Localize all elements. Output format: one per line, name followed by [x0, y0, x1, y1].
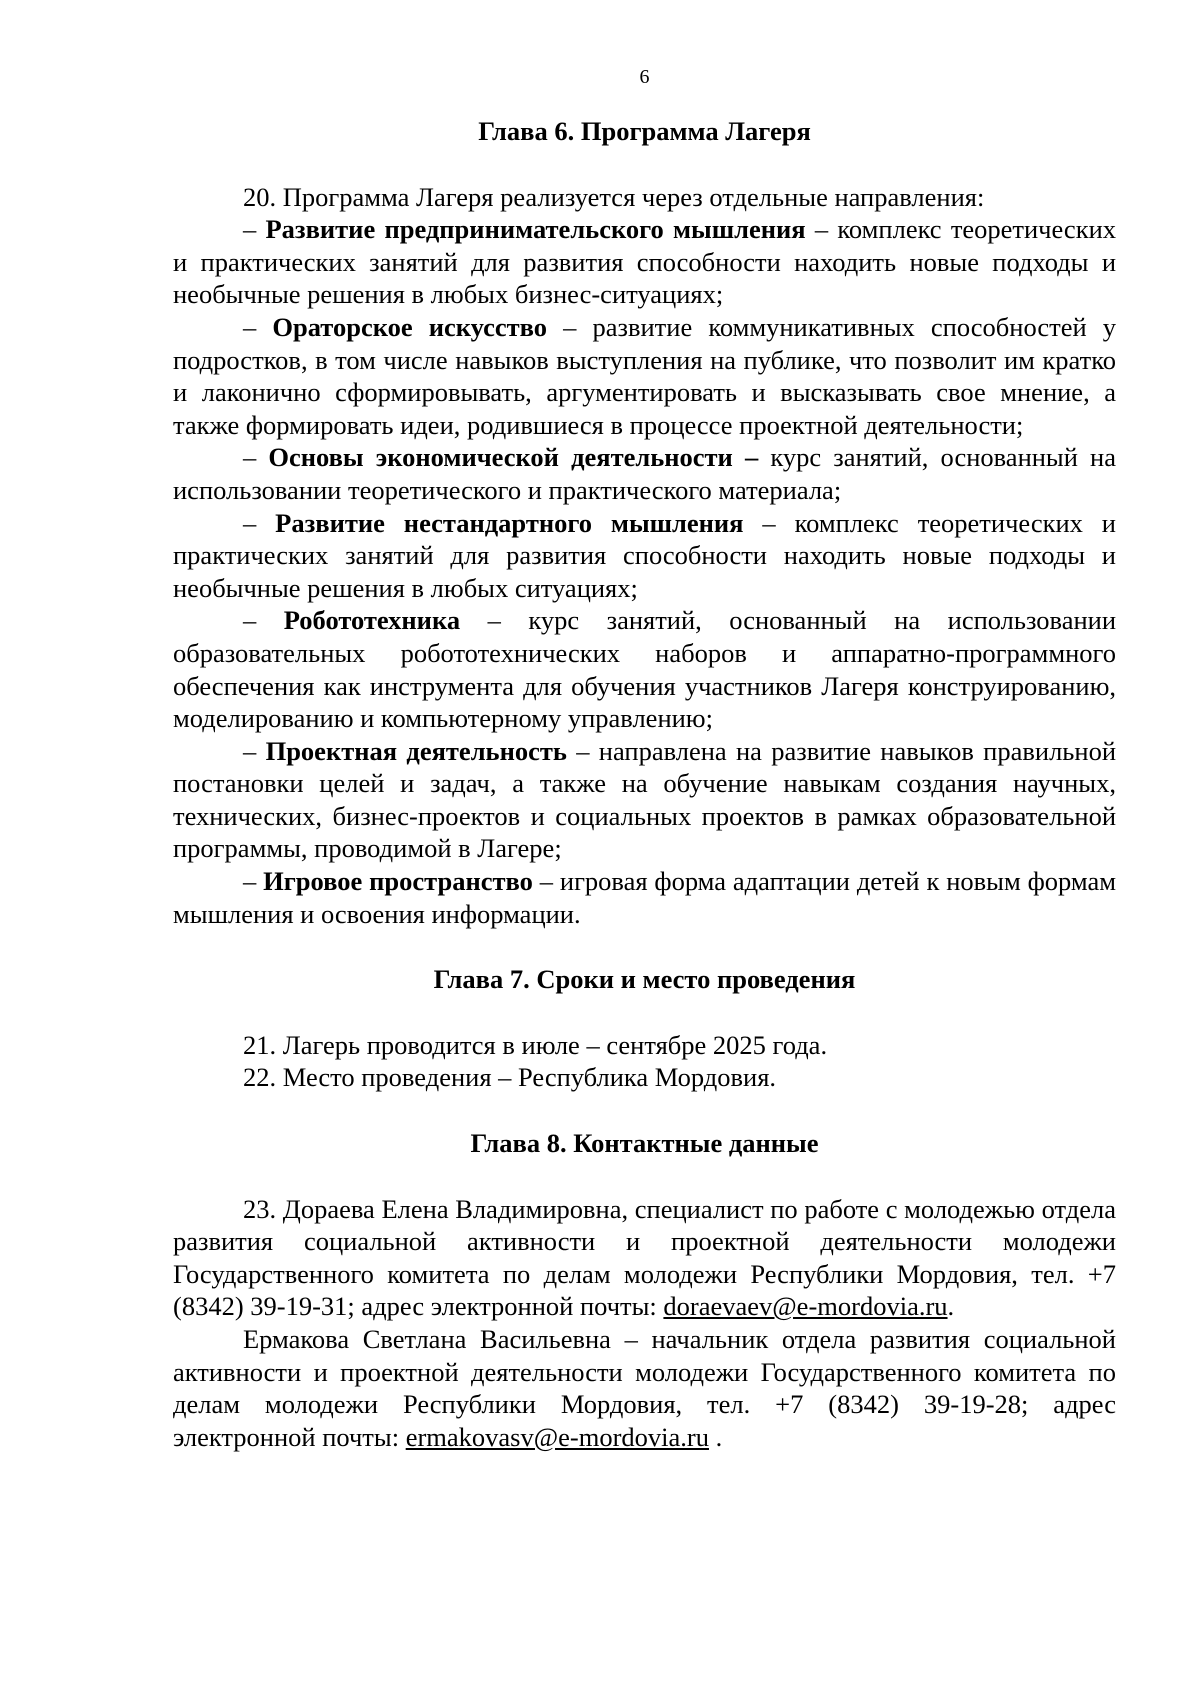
program-item-term: Развитие нестандартного мышления	[275, 507, 744, 538]
program-item-game-space: – Игровое пространство – игровая форма адаптации детей к новым формам мышления и освоения информации.	[173, 866, 1116, 929]
program-item-entrepreneurial: – Развитие предпринимательского мышления – комплекс теоретических и практических занятий для развития способности находить новые подходы и необычные решения в любых бизнес-ситуациях;	[173, 214, 1116, 310]
program-item-oratory: – Ораторское искусство – развитие коммуникативных способностей у подростков, в том числе навыков выступления на публике, что позволит им кратко и лаконично сформировывать, аргументировать и высказывать свое мнение, а также формировать идеи, родившиеся в процессе проектной деятельности;	[173, 311, 1117, 440]
program-item-term: Ораторское искусство	[272, 311, 548, 342]
program-item-project-activity: – Проектная деятельность – направлена на развитие навыков правильной постановки целей и задач, а также на обучение навыкам создания научных, технических, бизнес-проектов и социальных проектов в рамках образовательной программы, проводимой в Лагере;	[173, 735, 1116, 864]
program-item-robotics: – Робототехника – курс занятий, основанный на использовании образовательных робототехнических наборов и аппаратно-программного обеспечения как инструмента для обучения участников Лагеря конструированию, моделированию и компьютерному управлению;	[173, 605, 1117, 734]
paragraph-contact-ermakova: Ермакова Светлана Васильевна – начальник отдела развития социальной активности и проектной деятельности молодежи Государственного комитета по делам молодежи Республики Мордовия, тел. +7 (8342) 39-19-28; адрес электронной почты: ermakovasv@e-mordovia.ru .	[173, 1324, 1116, 1452]
paragraph-21: 21. Лагерь проводится в июле – сентябре 2025 года.	[243, 1029, 828, 1060]
program-item-term: Проектная деятельность	[265, 735, 567, 766]
chapter-6-heading: Глава 6. Программа Лагеря	[478, 116, 811, 146]
program-item-term: Развитие предпринимательского мышления	[265, 214, 806, 245]
paragraph-22: 22. Место проведения – Республика Мордовия.	[243, 1062, 777, 1093]
program-item-nonstandard-thinking: – Развитие нестандартного мышления – комплекс теоретических и практических занятий для развития способности находить новые подходы и необычные решения в любых ситуациях;	[173, 507, 1116, 603]
email-link-doraeva[interactable]: doraevaev@e-mordovia.ru	[663, 1291, 948, 1322]
email-link-ermakova[interactable]: ermakovasv@e-mordovia.ru	[405, 1421, 709, 1452]
page-content	[173, 65, 1116, 1453]
chapter-7-heading: Глава 7. Сроки и место проведения	[433, 964, 856, 995]
program-item-term: Игровое пространство	[263, 866, 533, 897]
program-item-term: Робототехника	[283, 605, 461, 636]
page-number: 6	[639, 66, 650, 88]
chapter-8-heading: Глава 8. Контактные данные	[470, 1128, 819, 1159]
paragraph-23-contact-doraeva: 23. Дораева Елена Владимировна, специалист по работе с молодежью отдела развития социальной активности и проектной деятельности молодежи Государственного комитета по делам молодежи Республики Мордовия, тел. +7 (8342) 39-19-31; адрес электронной почты: doraevaev@e-mordovia.ru.	[173, 1193, 1116, 1322]
program-item-economics: – Основы экономической деятельности – курс занятий, основанный на использовании теоретического и практического материала;	[173, 442, 1116, 505]
program-item-term: Основы экономической деятельности –	[268, 442, 759, 473]
paragraph-20-intro: 20. Программа Лагеря реализуется через отдельные направления:	[243, 181, 985, 212]
